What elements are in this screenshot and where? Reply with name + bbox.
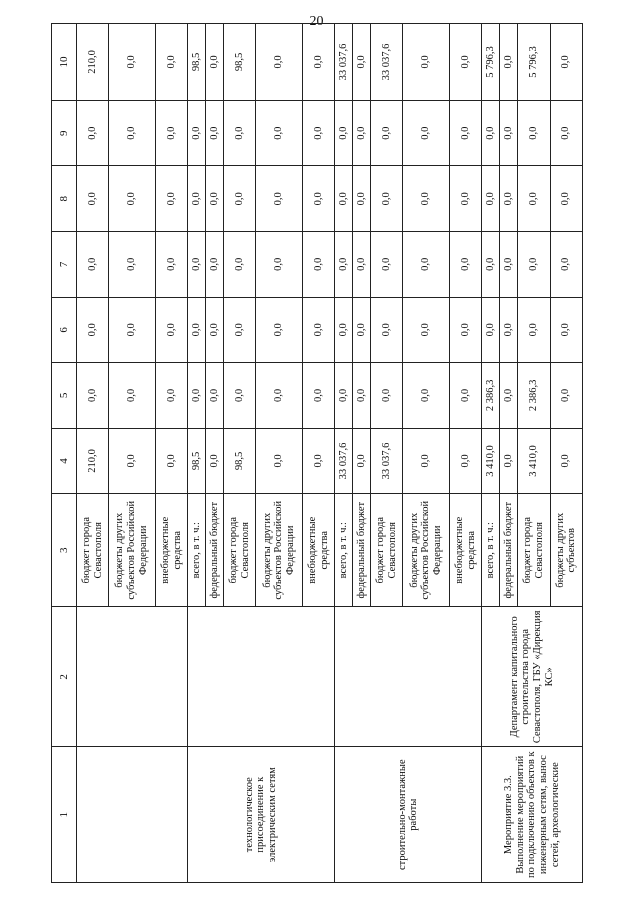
value-cell: 0,0: [302, 100, 334, 166]
value-cell: 33 037,6: [370, 23, 402, 100]
value-cell: 0,0: [205, 231, 223, 297]
activity-name-cell: строительно-монтажные работы: [334, 746, 481, 882]
value-cell: 0,0: [370, 100, 402, 166]
value-cell: 0,0: [370, 231, 402, 297]
header-cell: 2: [51, 606, 76, 746]
page-number: 20: [309, 14, 324, 29]
value-cell: 0,0: [370, 165, 402, 231]
value-cell: 0,0: [499, 297, 517, 363]
funding-source-cell: федеральный бюджет: [352, 493, 370, 606]
value-cell: 0,0: [352, 297, 370, 363]
header-cell: 8: [51, 165, 76, 231]
value-cell: 0,0: [449, 23, 481, 100]
value-cell: 98,5: [223, 428, 255, 494]
value-cell: 0,0: [155, 362, 187, 428]
table-body: [51, 23, 582, 882]
value-cell: 0,0: [481, 100, 499, 166]
funding-source-cell: бюджеты других субъектов Российской Федерации: [108, 493, 155, 606]
value-cell: 0,0: [205, 362, 223, 428]
value-cell: 0,0: [499, 362, 517, 428]
value-cell: 0,0: [255, 100, 302, 166]
funding-source-cell: бюджеты других субъектов Российской Федерации: [255, 493, 302, 606]
value-cell: 0,0: [223, 165, 255, 231]
executor-cell: [334, 606, 481, 746]
value-cell: 0,0: [370, 297, 402, 363]
value-cell: 0,0: [76, 100, 108, 166]
value-cell: 0,0: [550, 428, 582, 494]
value-cell: 0,0: [205, 165, 223, 231]
value-cell: 0,0: [302, 428, 334, 494]
value-cell: 0,0: [302, 297, 334, 363]
value-cell: 2 386,3: [517, 362, 549, 428]
header-cell: 7: [51, 231, 76, 297]
activity-name-cell: Мероприятие 3.3. Выполнение мероприятий по подключению объектов к инженерным сетям, вынос сетей, археологические: [481, 746, 582, 882]
value-cell: 0,0: [352, 100, 370, 166]
value-cell: 0,0: [187, 165, 205, 231]
value-cell: 0,0: [255, 231, 302, 297]
value-cell: 0,0: [550, 297, 582, 363]
funding-source-cell: всего, в т. ч.:: [334, 493, 352, 606]
funding-source-cell: всего, в т. ч.:: [187, 493, 205, 606]
value-cell: 0,0: [449, 231, 481, 297]
value-cell: 0,0: [449, 297, 481, 363]
value-cell: 0,0: [499, 428, 517, 494]
value-cell: 5 796,3: [517, 23, 549, 100]
value-cell: 0,0: [402, 297, 449, 363]
value-cell: 0,0: [499, 231, 517, 297]
value-cell: 0,0: [302, 231, 334, 297]
column-number-row: [51, 23, 76, 882]
header-cell: 5: [51, 362, 76, 428]
value-cell: 0,0: [352, 428, 370, 494]
value-cell: 0,0: [402, 23, 449, 100]
value-cell: 0,0: [205, 100, 223, 166]
value-cell: 0,0: [499, 165, 517, 231]
budget-table: [51, 23, 583, 883]
value-cell: 0,0: [108, 297, 155, 363]
value-cell: 0,0: [205, 23, 223, 100]
value-cell: 0,0: [223, 231, 255, 297]
value-cell: 0,0: [223, 100, 255, 166]
value-cell: 0,0: [334, 231, 352, 297]
value-cell: 0,0: [402, 100, 449, 166]
header-cell: 6: [51, 297, 76, 363]
value-cell: 0,0: [302, 23, 334, 100]
value-cell: 0,0: [108, 428, 155, 494]
value-cell: 0,0: [402, 165, 449, 231]
table-row: [334, 23, 352, 882]
value-cell: 33 037,6: [334, 428, 352, 494]
header-cell: 9: [51, 100, 76, 166]
funding-source-cell: бюджеты других субъектов Российской Федерации: [402, 493, 449, 606]
header-cell: 4: [51, 428, 76, 494]
value-cell: 0,0: [108, 362, 155, 428]
value-cell: 0,0: [334, 165, 352, 231]
value-cell: 0,0: [402, 362, 449, 428]
value-cell: 0,0: [517, 297, 549, 363]
funding-source-cell: внебюджетные средства: [155, 493, 187, 606]
value-cell: 0,0: [205, 428, 223, 494]
value-cell: 0,0: [352, 231, 370, 297]
value-cell: 2 386,3: [481, 362, 499, 428]
value-cell: 0,0: [187, 362, 205, 428]
value-cell: 5 796,3: [481, 23, 499, 100]
value-cell: 0,0: [255, 428, 302, 494]
value-cell: 3 410,0: [517, 428, 549, 494]
executor-cell: [76, 606, 187, 746]
value-cell: 0,0: [402, 231, 449, 297]
value-cell: 0,0: [517, 165, 549, 231]
value-cell: 0,0: [76, 165, 108, 231]
value-cell: 0,0: [517, 100, 549, 166]
value-cell: 0,0: [334, 297, 352, 363]
value-cell: 0,0: [449, 165, 481, 231]
value-cell: 0,0: [76, 297, 108, 363]
funding-source-cell: бюджет города Севастополя: [517, 493, 549, 606]
value-cell: 0,0: [76, 231, 108, 297]
funding-source-cell: внебюджетные средства: [449, 493, 481, 606]
value-cell: 0,0: [155, 100, 187, 166]
executor-cell: [187, 606, 334, 746]
value-cell: 0,0: [205, 297, 223, 363]
value-cell: 98,5: [187, 23, 205, 100]
value-cell: 0,0: [550, 362, 582, 428]
value-cell: 0,0: [155, 23, 187, 100]
header-cell: 10: [51, 23, 76, 100]
value-cell: 0,0: [481, 297, 499, 363]
value-cell: 210,0: [76, 428, 108, 494]
value-cell: 0,0: [517, 231, 549, 297]
value-cell: 98,5: [223, 23, 255, 100]
value-cell: 0,0: [187, 100, 205, 166]
value-cell: 0,0: [352, 165, 370, 231]
value-cell: 0,0: [155, 297, 187, 363]
value-cell: 33 037,6: [334, 23, 352, 100]
value-cell: 0,0: [255, 297, 302, 363]
table-row: [481, 23, 499, 882]
value-cell: 98,5: [187, 428, 205, 494]
funding-source-cell: всего, в т. ч.:: [481, 493, 499, 606]
value-cell: 0,0: [352, 362, 370, 428]
value-cell: 0,0: [449, 428, 481, 494]
activity-name-cell: [76, 746, 187, 882]
funding-source-cell: внебюджетные средства: [302, 493, 334, 606]
header-cell: 1: [51, 746, 76, 882]
value-cell: 0,0: [449, 362, 481, 428]
value-cell: 0,0: [108, 23, 155, 100]
value-cell: 0,0: [76, 362, 108, 428]
value-cell: 0,0: [187, 231, 205, 297]
value-cell: 0,0: [550, 100, 582, 166]
value-cell: 0,0: [402, 428, 449, 494]
funding-source-cell: бюджет города Севастополя: [76, 493, 108, 606]
value-cell: 0,0: [302, 165, 334, 231]
value-cell: 0,0: [334, 362, 352, 428]
value-cell: 0,0: [223, 362, 255, 428]
value-cell: 0,0: [481, 231, 499, 297]
value-cell: 0,0: [255, 23, 302, 100]
value-cell: 0,0: [352, 23, 370, 100]
value-cell: 0,0: [223, 297, 255, 363]
value-cell: 0,0: [499, 100, 517, 166]
value-cell: 0,0: [302, 362, 334, 428]
value-cell: 0,0: [550, 165, 582, 231]
funding-source-cell: федеральный бюджет: [499, 493, 517, 606]
rotated-table-wrapper: [51, 23, 583, 883]
value-cell: 0,0: [255, 362, 302, 428]
value-cell: 0,0: [155, 428, 187, 494]
value-cell: 210,0: [76, 23, 108, 100]
value-cell: 0,0: [550, 23, 582, 100]
value-cell: 0,0: [370, 362, 402, 428]
value-cell: 0,0: [550, 231, 582, 297]
value-cell: 0,0: [108, 100, 155, 166]
value-cell: 0,0: [334, 100, 352, 166]
value-cell: 0,0: [155, 165, 187, 231]
value-cell: 33 037,6: [370, 428, 402, 494]
funding-source-cell: федеральный бюджет: [205, 493, 223, 606]
value-cell: 0,0: [255, 165, 302, 231]
table-row: [187, 23, 205, 882]
activity-name-cell: технологическое присоединение к электрическим сетям: [187, 746, 334, 882]
value-cell: 0,0: [449, 100, 481, 166]
funding-source-cell: бюджеты других субъектов: [550, 493, 582, 606]
value-cell: 0,0: [187, 297, 205, 363]
value-cell: 3 410,0: [481, 428, 499, 494]
value-cell: 0,0: [108, 231, 155, 297]
executor-cell: Департамент капитального строительства города Севастополя, ГБУ «Дирекция КС»: [481, 606, 582, 746]
value-cell: 0,0: [499, 23, 517, 100]
funding-source-cell: бюджет города Севастополя: [223, 493, 255, 606]
value-cell: 0,0: [108, 165, 155, 231]
table-row: [76, 23, 108, 882]
funding-source-cell: бюджет города Севастополя: [370, 493, 402, 606]
header-cell: 3: [51, 493, 76, 606]
value-cell: 0,0: [155, 231, 187, 297]
value-cell: 0,0: [481, 165, 499, 231]
